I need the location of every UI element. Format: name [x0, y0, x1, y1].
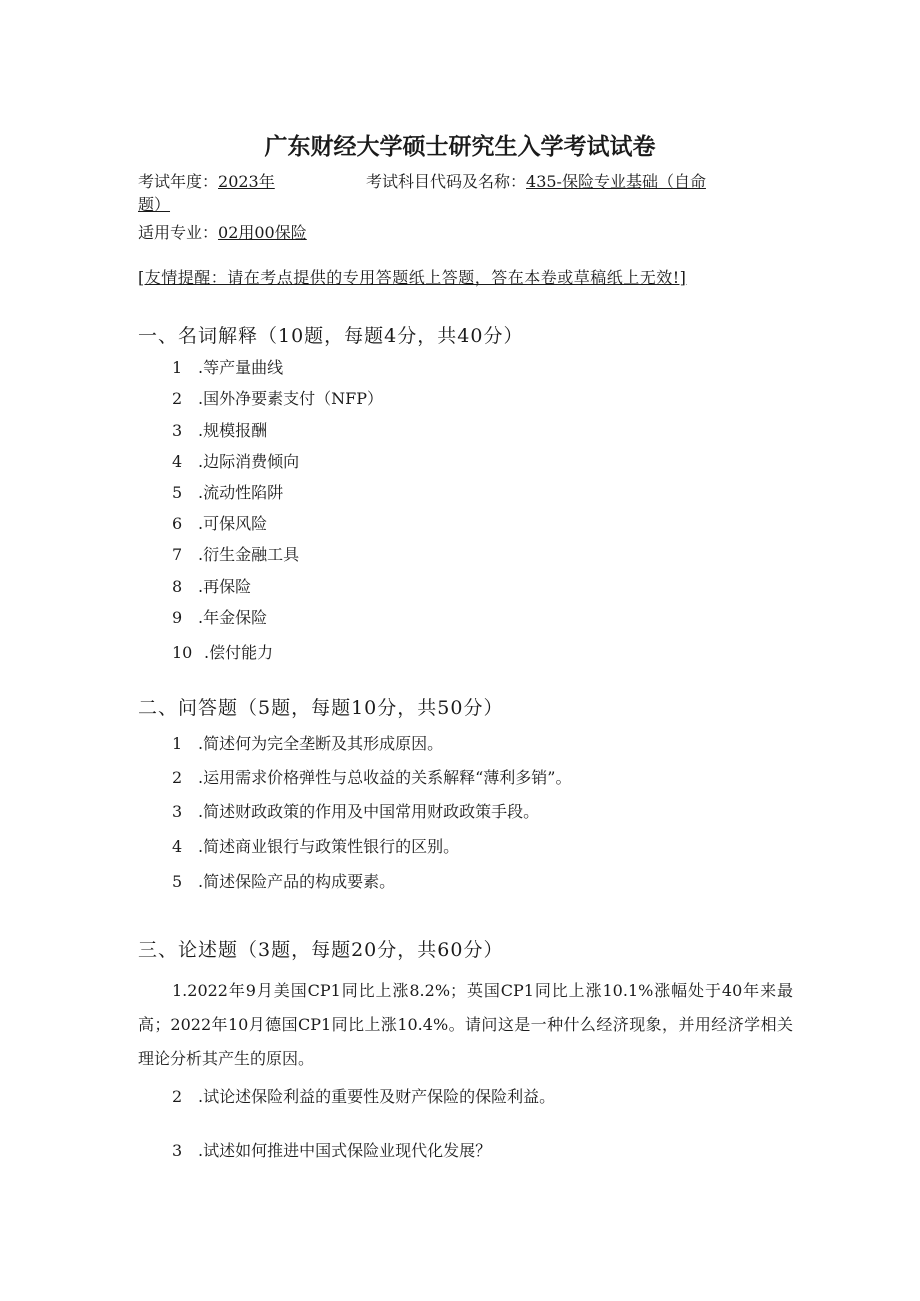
list-item: 4 .简述商业银行与政策性银行的区别。 — [172, 837, 460, 856]
list-item: 1 .简述何为完全垄断及其形成原因。 — [172, 734, 444, 753]
major-label: 适用专业： — [138, 223, 219, 242]
list-item: 2 .试论述保险利益的重要性及财产保险的保险利益。 — [172, 1087, 556, 1106]
exam-notice: [友情提醒：请在考点提供的专用答题纸上答题，答在本卷或草稿纸上无效!] — [138, 268, 687, 287]
major-value: 02用00保险 — [218, 223, 307, 242]
subject-row — [366, 170, 706, 194]
exam-year-value: 2023年 — [218, 172, 275, 191]
list-item: 3 .规模报酬 — [172, 421, 268, 440]
list-item: 3 .简述财政政策的作用及中国常用财政政策手段。 — [172, 802, 540, 821]
subject-value-continued: 题） — [138, 195, 171, 214]
section-2-heading: 二、问答题（5题，每题10分，共50分） — [138, 697, 504, 719]
section-1-heading: 一、名词解释（10题，每题4分，共40分） — [138, 325, 524, 347]
list-item: 10 .偿付能力 — [172, 643, 274, 662]
list-item: 5 .流动性陷阱 — [172, 483, 284, 502]
list-item: 6 .可保风险 — [172, 514, 268, 533]
exam-year-row — [138, 170, 275, 194]
essay-question-1: 1.2022年9月美国CP1同比上涨8.2%；英国CP1同比上涨10.1%涨幅处于40年来最高；2022年10月德国CP1同比上涨10.4%。请问这是一种什么经济现象，并用经济学相关理论分析其产生的原因。 — [138, 981, 793, 1068]
list-item: 9 .年金保险 — [172, 608, 268, 627]
list-item: 2 .运用需求价格弹性与总收益的关系解释“薄利多销”。 — [172, 768, 572, 787]
list-item: 8 .再保险 — [172, 577, 252, 596]
subject-value: 435-保险专业基础（自命 — [526, 172, 706, 191]
list-item: 2 .国外净要素支付（NFP） — [172, 389, 383, 408]
section-3-heading: 三、论述题（3题，每题20分，共60分） — [138, 939, 504, 961]
exam-year-label: 考试年度： — [138, 172, 219, 191]
subject-row-continued — [138, 193, 170, 217]
major-row — [138, 221, 307, 245]
list-item: 1 .等产量曲线 — [172, 358, 284, 377]
list-item: 3 .试述如何推进中国式保险业现代化发展？ — [172, 1141, 492, 1160]
list-item: 5 .简述保险产品的构成要素。 — [172, 872, 396, 891]
page-title: 广东财经大学硕士研究生入学考试试卷 — [264, 134, 656, 160]
list-item: 4 .边际消费倾向 — [172, 452, 300, 471]
list-item: 7 .衍生金融工具 — [172, 545, 300, 564]
subject-label: 考试科目代码及名称： — [366, 172, 527, 191]
